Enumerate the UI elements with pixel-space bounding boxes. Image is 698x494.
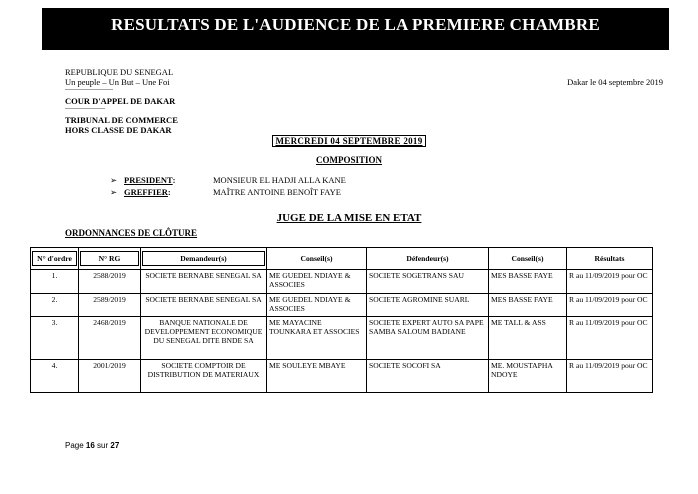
- cell-conseil-2: MES BASSE FAYE: [489, 270, 567, 294]
- document-date: Dakar le 04 septembre 2019: [567, 77, 663, 87]
- table-row: [31, 270, 653, 294]
- page-footer: [65, 441, 119, 450]
- cell-demandeur: SOCIETE BERNABE SENEGAL SA: [141, 270, 267, 294]
- cell-resultats: R au 11/09/2019 pour OC: [567, 360, 653, 393]
- session-date-text: MERCREDI 04 SEPTEMBRE 2019: [272, 135, 425, 147]
- col-header-rg: N° RG: [79, 248, 141, 270]
- cell-defendeur: SOCIETE SOGETRANS SAU: [367, 270, 489, 294]
- cell-resultats: R au 11/09/2019 pour OC: [567, 317, 653, 360]
- cell-rg: 2468/2019: [79, 317, 141, 360]
- cell-order: 1.: [31, 270, 79, 294]
- subsection-title: ORDONNANCES DE CLÔTURE: [65, 228, 198, 238]
- cell-resultats: R au 11/09/2019 pour OC: [567, 270, 653, 294]
- table-row: [31, 294, 653, 317]
- page-banner: RESULTATS DE L'AUDIENCE DE LA PREMIERE CHAMBRE: [42, 8, 669, 50]
- role-label: GREFFIER: [124, 187, 168, 197]
- motto-label: Un peuple – Un But – Une Foi: [65, 77, 170, 87]
- court-label: COUR D'APPEL DE DAKAR: [65, 96, 176, 106]
- col-header-conseil-2: Conseil(s): [489, 248, 567, 270]
- cell-conseil-2: MES BASSE FAYE: [489, 294, 567, 317]
- col-header-demandeur: Demandeur(s): [141, 248, 267, 270]
- arrow-bullet-icon: ➢: [110, 187, 118, 197]
- results-table: [30, 247, 653, 393]
- cell-defendeur: SOCIETE AGROMINE SUARL: [367, 294, 489, 317]
- role-colon: :: [167, 187, 171, 197]
- cell-conseil: ME GUEDEL NDIAYE & ASSOCIES: [267, 270, 367, 294]
- cell-order: 2.: [31, 294, 79, 317]
- table-header-row: [31, 248, 653, 270]
- cell-conseil: ME MAYACINE TOUNKARA ET ASSOCIES: [267, 317, 367, 360]
- col-header-defendeur: Défendeur(s): [367, 248, 489, 270]
- cell-rg: 2589/2019: [79, 294, 141, 317]
- member-name: MONSIEUR EL HADJI ALLA KANE: [213, 175, 346, 185]
- footer-page-number: 16: [85, 441, 95, 450]
- cell-rg: 2588/2019: [79, 270, 141, 294]
- cell-order: 3.: [31, 317, 79, 360]
- cell-conseil-2: ME. MOUSTAPHA NDOYE: [489, 360, 567, 393]
- role-label: PRESIDENT: [124, 175, 173, 185]
- section-title: JUGE DE LA MISE EN ETAT: [276, 212, 422, 224]
- cell-defendeur: SOCIETE EXPERT AUTO SA PAPE SAMBA SALOUM BADIANE: [367, 317, 489, 360]
- cell-order: 4.: [31, 360, 79, 393]
- role-colon: :: [172, 175, 176, 185]
- cell-demandeur: SOCIETE BERNABE SENEGAL SA: [141, 294, 267, 317]
- republic-label: REPUBLIQUE DU SENEGAL: [65, 67, 174, 77]
- composition-title: COMPOSITION: [315, 155, 382, 165]
- footer-sur: sur: [94, 441, 111, 450]
- arrow-bullet-icon: ➢: [110, 175, 118, 185]
- cell-rg: 2001/2019: [79, 360, 141, 393]
- cell-defendeur: SOCIETE SOCOFI SA: [367, 360, 489, 393]
- table-row: [31, 317, 653, 360]
- tribunal-label-2: HORS CLASSE DE DAKAR: [65, 125, 172, 135]
- cell-conseil: ME SOULEYE MBAYE: [267, 360, 367, 393]
- separator-2: --------------------: [65, 106, 105, 112]
- col-header-resultats: Résultats: [567, 248, 653, 270]
- composition-row-president: [110, 175, 346, 186]
- separator-1: ------------------------: [65, 87, 113, 93]
- col-header-conseil: Conseil(s): [267, 248, 367, 270]
- session-date: [0, 136, 698, 146]
- cell-resultats: R au 11/09/2019 pour OC: [567, 294, 653, 317]
- composition-row-greffier: [110, 187, 341, 198]
- cell-conseil-2: ME TALL & ASS: [489, 317, 567, 360]
- col-header-order: N° d'ordre: [31, 248, 79, 270]
- table-row: [31, 360, 653, 393]
- cell-demandeur: SOCIETE COMPTOIR DE DISTRIBUTION DE MATERIAUX: [141, 360, 267, 393]
- footer-page-total: 27: [110, 441, 120, 450]
- cell-demandeur: BANQUE NATIONALE DE DEVELOPPEMENT ECONOMIQUE DU SENEGAL DITE BNDE SA: [141, 317, 267, 360]
- member-name: MAÎTRE ANTOINE BENOÎT FAYE: [213, 187, 341, 197]
- cell-conseil: ME GUEDEL NDIAYE & ASSOCIES: [267, 294, 367, 317]
- tribunal-label-1: TRIBUNAL DE COMMERCE: [65, 115, 178, 125]
- footer-page-word: Page: [65, 441, 86, 450]
